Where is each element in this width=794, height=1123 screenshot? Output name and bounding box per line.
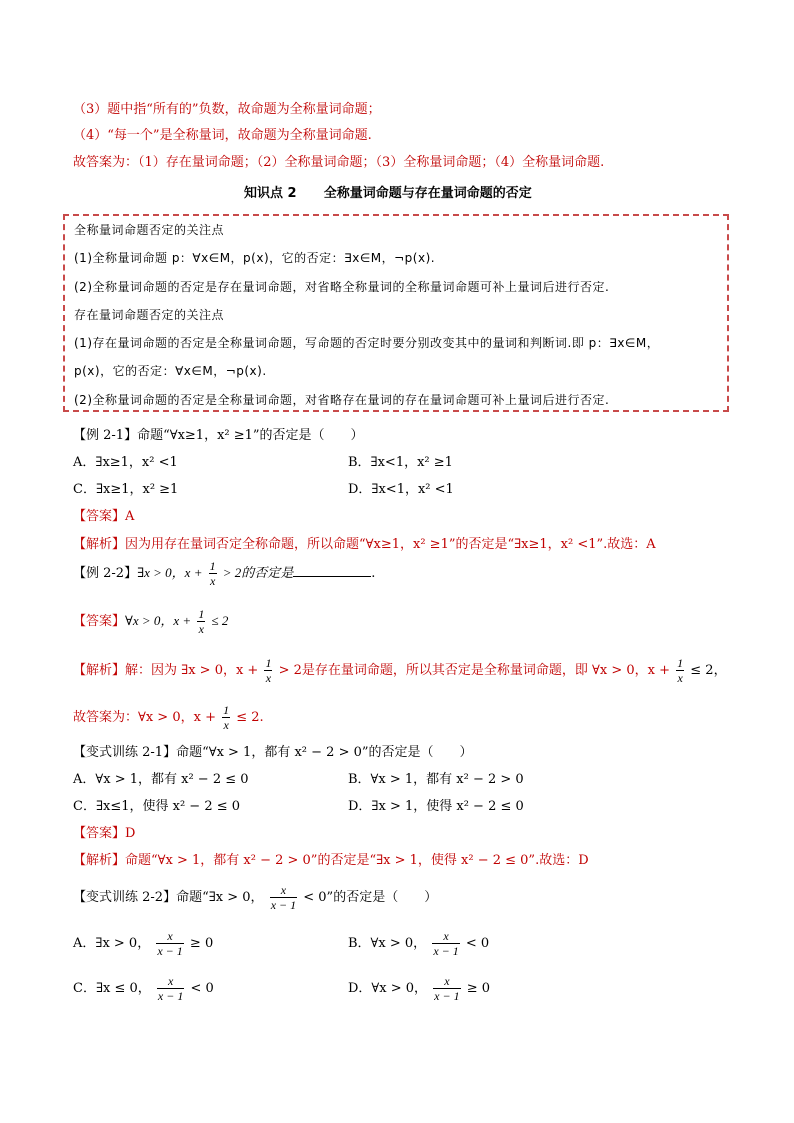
option-b: B．∀x > 1，都有 x² − 2 > 0 <box>348 772 524 787</box>
answer-v2-1 <box>73 822 135 841</box>
fraction <box>197 608 205 635</box>
question-text: 命题“∀x > 1，都有 x² − 2 > 0”的否定是（ ） <box>176 745 473 760</box>
fraction <box>432 930 459 957</box>
variant-label: 【变式训练 2-2】 <box>73 890 177 905</box>
denominator: x − 1 <box>157 989 184 1003</box>
example-label: 【例 2-1】 <box>73 428 138 443</box>
answer-math: ∀x > 0，x + <box>125 613 192 628</box>
box-point-5: (2)全称量词命题的否定是全称量词命题，对省略存在量词的存在量词命题可补上量词后进行否定. <box>74 393 610 407</box>
numerator: x <box>167 929 173 943</box>
answer-math: ≤ 2 <box>211 613 229 628</box>
numerator: 1 <box>677 656 684 670</box>
question-math: ∃x > 0，x + <box>137 565 203 580</box>
answer-value: A <box>125 509 135 524</box>
answer-label: 【答案】 <box>73 614 126 629</box>
line-3: （3）题中指“所有的”负数，故命题为全称量词命题； <box>73 102 381 117</box>
question-text: 命题“∃x > 0， <box>176 890 264 905</box>
denominator: x − 1 <box>433 944 459 958</box>
denominator: x <box>223 718 229 732</box>
fraction <box>433 975 460 1002</box>
numerator: 1 <box>223 703 230 717</box>
example-2-2-question: 【例 2-2】∃x > 0，x + $\frac{1}{x}$ > 2的否定是 . <box>73 559 376 588</box>
variant-2-2-question <box>73 884 437 911</box>
box-point-1: (1)全称量词命题 p：∀x∈M，p(x)，它的否定：∃x∈M，¬p(x). <box>74 251 436 265</box>
option-d-text: D．∀x > 0， <box>348 981 428 996</box>
fraction <box>156 930 183 957</box>
fraction <box>209 560 217 587</box>
answer-blank <box>293 564 371 577</box>
explanation-label: 【解析】 <box>73 537 126 552</box>
question-text: 命题“∀x≥1，x² ≥1”的否定是（ ） <box>137 428 364 443</box>
option-a-text: ≥ 0 <box>189 936 214 951</box>
explanation-text: 因为用存在量词否定全称命题，所以命题“∀x≥1，x² ≥1”的否定是“∃x≥1，x² <1”.故选：A <box>125 537 656 552</box>
box-heading-2: 存在量词命题否定的关注点 <box>74 308 225 322</box>
numerator: x <box>167 974 174 988</box>
denominator: x <box>677 671 683 685</box>
option-a: A．∃x≥1，x² <1 <box>73 455 178 470</box>
fraction <box>157 975 184 1002</box>
option-b-text: < 0 <box>465 936 490 951</box>
answer-label: 【答案】 <box>73 826 126 841</box>
fraction <box>264 657 272 684</box>
option-d <box>348 975 490 1002</box>
option-d: D．∃x > 1，使得 x² − 2 ≤ 0 <box>348 799 524 814</box>
explanation-v2-1 <box>73 849 589 868</box>
fraction <box>222 704 230 731</box>
denominator: x <box>209 574 216 588</box>
section-number: 知识点 2 <box>244 186 297 201</box>
denominator: x − 1 <box>157 944 183 958</box>
option-d: D．∃x<1，x² <1 <box>348 482 454 497</box>
denominator: x − 1 <box>270 898 297 912</box>
example-2-1-question <box>73 424 364 443</box>
question-text: < 0”的否定是（ ） <box>303 890 438 905</box>
option-c: C．∃x≥1，x² ≥1 <box>73 482 179 497</box>
explanation-text: 解：因为 ∃x > 0，x + <box>125 663 259 678</box>
option-b-text: B．∀x > 0， <box>348 936 427 951</box>
option-c: C．∃x≤1，使得 x² − 2 ≤ 0 <box>73 799 241 814</box>
numerator: x <box>280 883 287 897</box>
section-heading <box>244 182 532 201</box>
box-point-4: p(x)，它的否定：∀x∈M，¬p(x). <box>74 364 267 378</box>
section-title: 全称量词命题与存在量词命题的否定 <box>323 186 532 201</box>
final-answer-text: ≤ 2. <box>236 710 264 725</box>
denominator: x − 1 <box>434 989 460 1003</box>
explanation-label: 【解析】 <box>73 853 126 868</box>
option-a <box>73 930 213 957</box>
option-a: A．∀x > 1，都有 x² − 2 ≤ 0 <box>73 772 249 787</box>
explanation-2-1 <box>73 533 656 552</box>
variant-2-1-question <box>73 741 473 760</box>
option-c-text: C．∃x ≤ 0， <box>73 981 151 996</box>
previous-answer: 故答案为：（1）存在量词命题；（2）全称量词命题；（3）全称量词命题；（4）全称量词命题. <box>73 155 605 170</box>
box-heading-1: 全称量词命题否定的关注点 <box>74 223 225 237</box>
numerator: x <box>443 929 449 943</box>
fraction <box>270 884 297 911</box>
explanation-text: > 2是存在量词命题，所以其否定是全称量词命题，即 ∀x > 0，x + <box>278 663 670 678</box>
explanation-text: ≤ 2， <box>690 663 727 678</box>
variant-label: 【变式训练 2-1】 <box>73 745 177 760</box>
option-c-text: < 0 <box>190 981 214 996</box>
option-b: B．∃x<1，x² ≥1 <box>348 455 453 470</box>
explanation-2-2 <box>73 657 727 684</box>
numerator: 1 <box>198 607 205 621</box>
answer-2-1 <box>73 505 134 524</box>
example-label: 【例 2-2】 <box>73 566 138 581</box>
final-answer-text: 故答案为：∀x > 0，x + <box>73 710 216 725</box>
numerator: 1 <box>209 559 216 573</box>
answer-label: 【答案】 <box>73 509 126 524</box>
box-point-2: (2)全称量词命题的否定是存在量词命题，对省略全称量词的全称量词命题可补上量词后进行否定. <box>74 280 610 294</box>
numerator: x <box>444 974 450 988</box>
option-c <box>73 975 214 1002</box>
option-d-text: ≥ 0 <box>466 981 491 996</box>
line-4: （4）“每一个”是全称量词，故命题为全称量词命题. <box>73 128 372 143</box>
box-point-3: (1)存在量词命题的否定是全称量词命题，写命题的否定时要分别改变其中的量词和判断词.即 p：∃x∈M， <box>74 336 660 350</box>
option-a-text: A．∃x > 0， <box>73 936 151 951</box>
explanation-text: 命题“∀x > 1，都有 x² − 2 > 0”的否定是“∃x > 1，使得 x² − 2 ≤ 0”.故选：D <box>125 853 589 868</box>
option-b <box>348 930 489 957</box>
answer-2-2 <box>73 608 228 635</box>
answer-value: D <box>125 826 136 841</box>
explanation-label: 【解析】 <box>73 663 126 678</box>
fraction <box>676 657 684 684</box>
question-math: > 2的否定是 <box>222 565 294 580</box>
denominator: x <box>265 671 272 685</box>
numerator: 1 <box>265 656 272 670</box>
denominator: x <box>198 622 204 636</box>
final-answer-2-2 <box>73 704 264 731</box>
